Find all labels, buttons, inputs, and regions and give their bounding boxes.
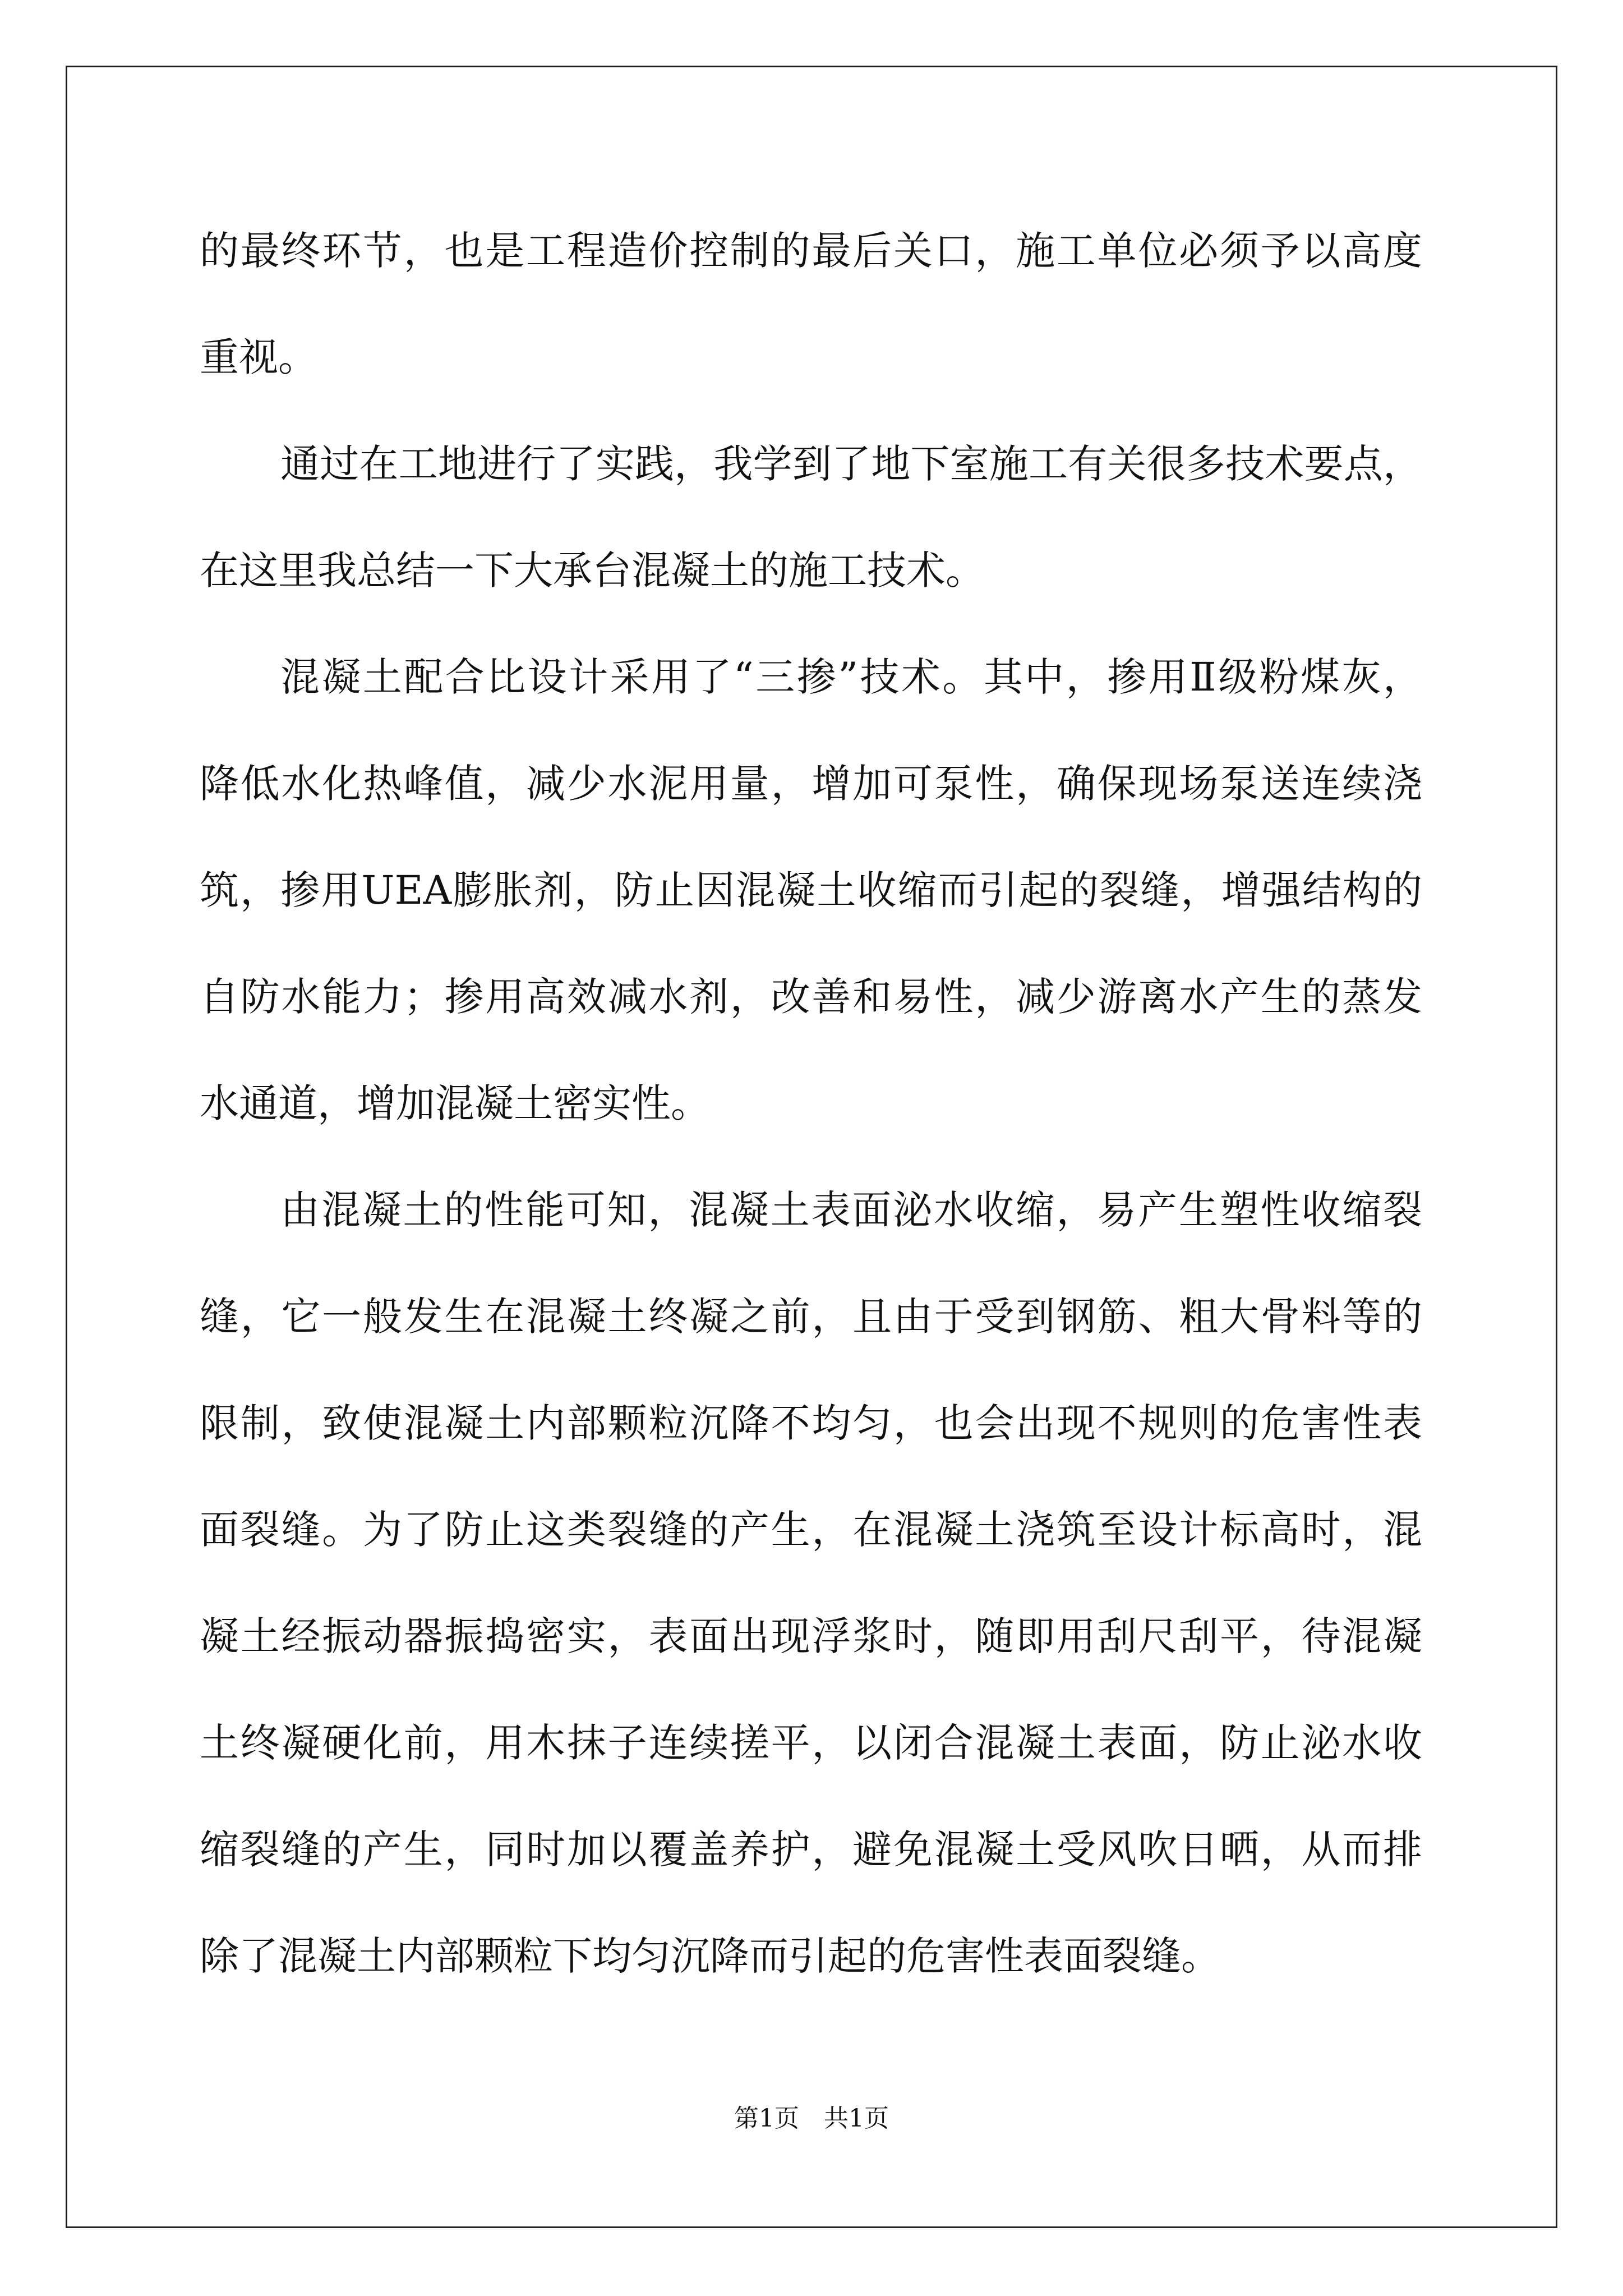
text-line: 土终凝硬化前，用木抹子连续搓平，以闭合混凝土表面，防止泌水收 [200, 1720, 1422, 1766]
text-line: 降低水化热峰值，减少水泥用量，增加可泵性，确保现场泵送连续浇 [200, 761, 1422, 807]
text-line: 面裂缝。为了防止这类裂缝的产生，在混凝土浇筑至设计标高时，混 [200, 1507, 1422, 1553]
text-line: 限制，致使混凝土内部颗粒沉降不均匀，也会出现不规则的危害性表 [200, 1400, 1422, 1446]
text-line: 除了混凝土内部颗粒下均匀沉降而引起的危害性表面裂缝。 [200, 1933, 1220, 1979]
page-footer: 第1页 共1页 [734, 2104, 889, 2133]
text-line: 缝，它一般发生在混凝土终凝之前，且由于受到钢筋、粗大骨料等的 [200, 1294, 1422, 1340]
text-line: 由混凝土的性能可知，混凝土表面泌水收缩，易产生塑性收缩裂 [280, 1187, 1422, 1233]
text-line: 缩裂缝的产生，同时加以覆盖养护，避免混凝土受风吹日晒，从而排 [200, 1826, 1422, 1872]
text-line: 筑，掺用UEA膨胀剂，防止因混凝土收缩而引起的裂缝，增强结构的 [200, 867, 1422, 913]
text-line: 重视。 [200, 334, 317, 380]
text-line: 凝土经振动器振捣密实，表面出现浮浆时，随即用刮尺刮平，待混凝 [200, 1613, 1422, 1659]
text-line: 在这里我总结一下大承台混凝土的施工技术。 [200, 547, 985, 593]
text-line: 的最终环节，也是工程造价控制的最后关口，施工单位必须予以高度 [200, 228, 1422, 274]
text-line: 自防水能力；掺用高效减水剂，改善和易性，减少游离水产生的蒸发 [200, 974, 1422, 1020]
text-line: 通过在工地进行了实践，我学到了地下室施工有关很多技术要点， [280, 441, 1422, 487]
text-line: 混凝土配合比设计采用了“三掺”技术。其中，掺用Ⅱ级粉煤灰， [280, 654, 1422, 700]
text-line: 水通道，增加混凝土密实性。 [200, 1080, 710, 1126]
document-body [200, 219, 1422, 2031]
